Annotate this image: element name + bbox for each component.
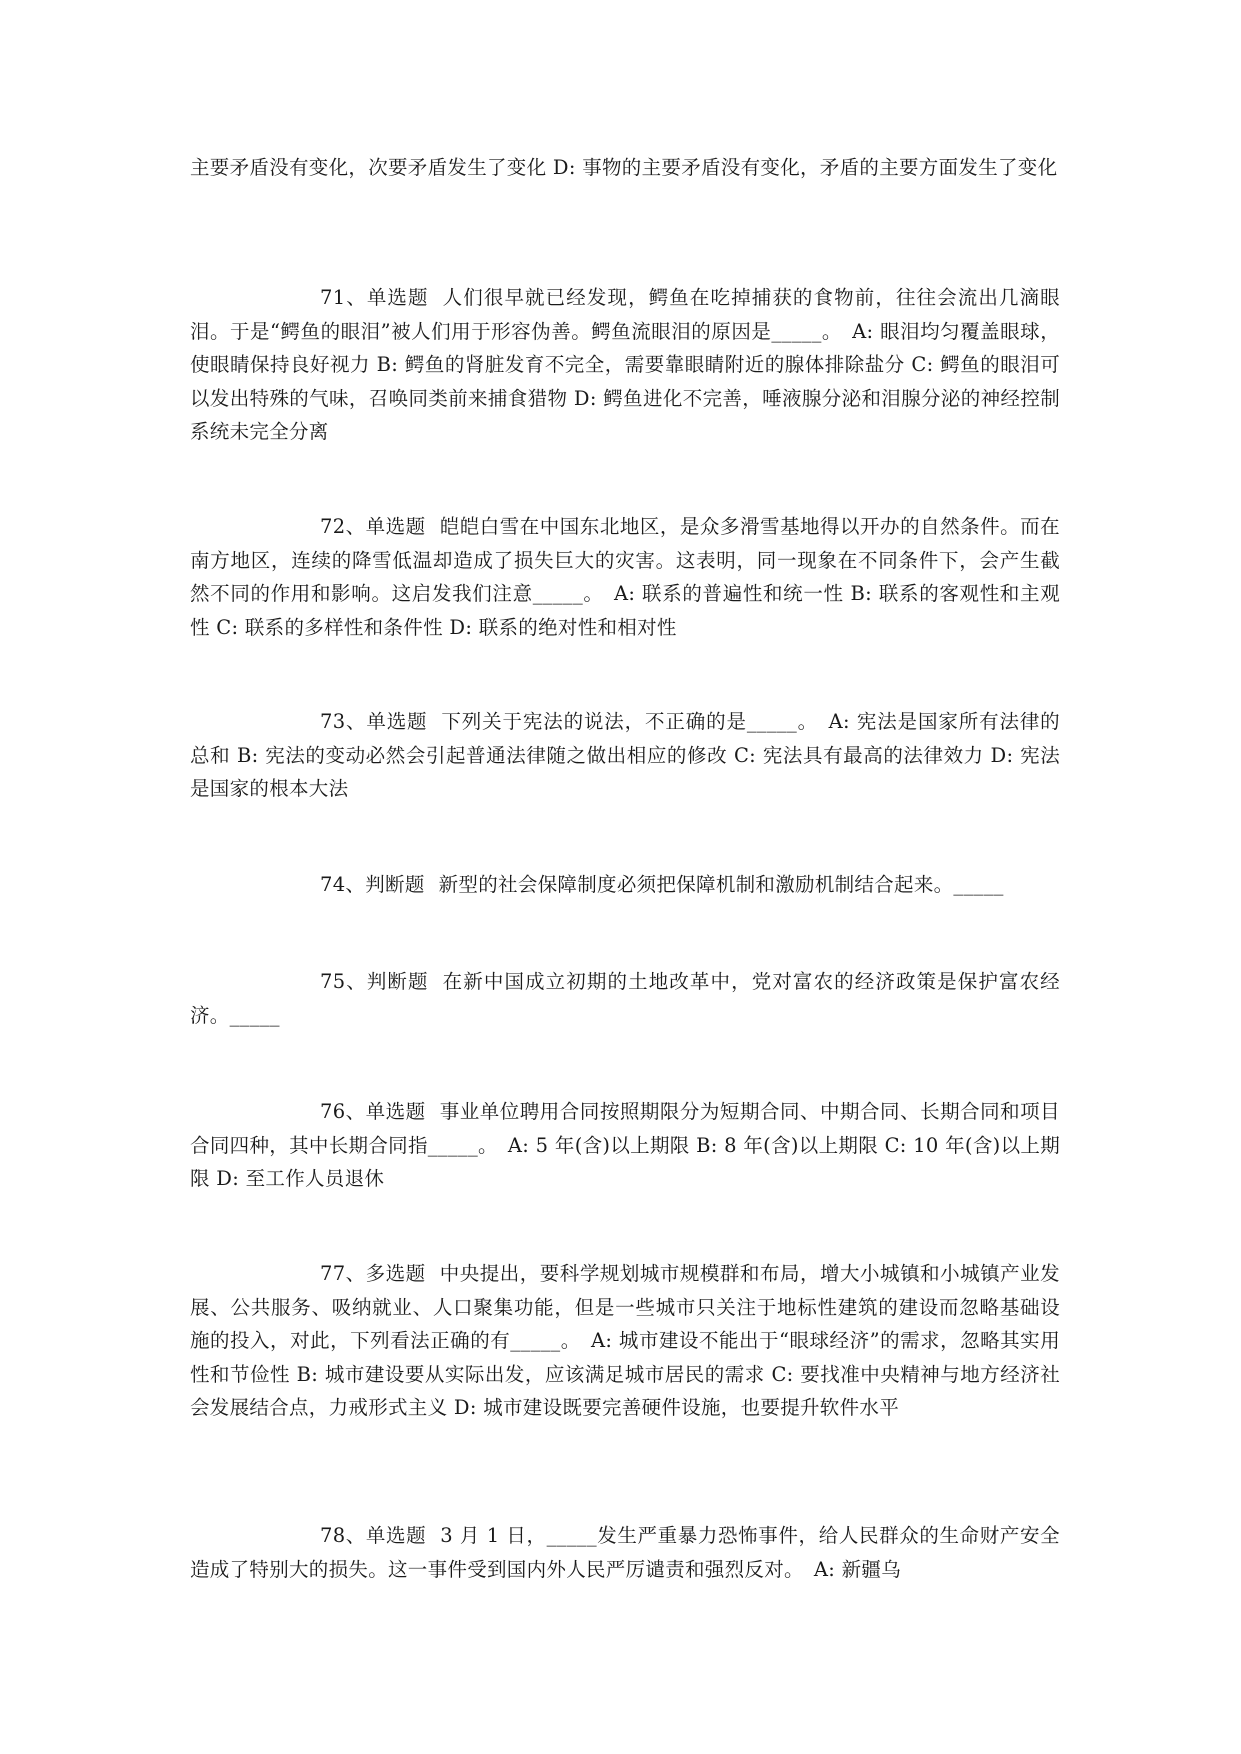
question-74 — [190, 868, 1060, 902]
question-label: 74、判断题 — [320, 873, 425, 896]
question-text: 中央提出，要科学规划城市规模群和布局，增大小城镇和小城镇产业发展、公共服务、吸纳就业、人口聚集功能，但是一些城市只关注于地标性建筑的建设而忽略基础设施的投入，对此，下列看法正确的有_____。 A: 城市建设不能出于“眼球经济”的需求，忽略其实用性和节俭性 B: 城市建设要从实际出发，应该满足城市居民的需求 C: 要找准中央精神与地方经济社会发展结合点，力戒形式主义 D: 城市建设既要完善硬件设施，也要提升软件水平 — [190, 1262, 1060, 1419]
question-label: 76、单选题 — [320, 1100, 426, 1123]
question-text: 事业单位聘用合同按照期限分为短期合同、中期合同、长期合同和项目合同四种，其中长期合同指_____。 A: 5 年(含)以上期限 B: 8 年(含)以上期限 C: 10 年(含)以上期限 D: 至工作人员退休 — [190, 1100, 1060, 1190]
question-text: 皑皑白雪在中国东北地区，是众多滑雪基地得以开办的自然条件。而在南方地区，连续的降雪低温却造成了损失巨大的灾害。这表明，同一现象在不同条件下，会产生截然不同的作用和影响。这启发我们注意_____。 A: 联系的普遍性和统一性 B: 联系的客观性和主观性 C: 联系的多样性和条件性 D: 联系的绝对性和相对性 — [190, 515, 1060, 639]
question-77 — [190, 1257, 1060, 1425]
question-label: 71、单选题 — [320, 286, 429, 309]
question-text: 人们很早就已经发现，鳄鱼在吃掉捕获的食物前，往往会流出几滴眼泪。于是“鳄鱼的眼泪”被人们用于形容伪善。鳄鱼流眼泪的原因是_____。 A: 眼泪均匀覆盖眼球，使眼睛保持良好视力 B: 鳄鱼的肾脏发育不完全，需要靠眼睛附近的腺体排除盐分 C: 鳄鱼的眼泪可以发出特殊的气味，召唤同类前来捕食猎物 D: 鳄鱼进化不完善，唾液腺分泌和泪腺分泌的神经控制系统未完全分离 — [190, 286, 1060, 443]
question-label: 77、多选题 — [320, 1262, 426, 1285]
question-75 — [190, 965, 1060, 1032]
question-78 — [190, 1519, 1060, 1586]
question-label: 73、单选题 — [320, 710, 428, 733]
question-76 — [190, 1095, 1060, 1196]
question-71 — [190, 281, 1060, 449]
continuation-text: 主要矛盾没有变化，次要矛盾发生了变化 D: 事物的主要矛盾没有变化，矛盾的主要方面发生了变化 — [190, 156, 1058, 179]
question-text: 在新中国成立初期的土地改革中，党对富农的经济政策是保护富农经济。_____ — [190, 970, 1060, 1027]
question-label: 72、单选题 — [320, 515, 426, 538]
question-72 — [190, 510, 1060, 644]
question-text: 3 月 1 日，_____发生严重暴力恐怖事件，给人民群众的生命财产安全造成了特别大的损失。这一事件受到国内外人民严厉谴责和强烈反对。 A: 新疆乌 — [190, 1524, 1060, 1581]
question-label: 75、判断题 — [320, 970, 429, 993]
question-text: 新型的社会保障制度必须把保障机制和激励机制结合起来。_____ — [438, 873, 1004, 896]
continuation-paragraph — [190, 151, 1060, 185]
question-text: 下列关于宪法的说法，不正确的是_____。 A: 宪法是国家所有法律的总和 B: 宪法的变动必然会引起普通法律随之做出相应的修改 C: 宪法具有最高的法律效力 D: 宪法是国家的根本大法 — [190, 710, 1060, 800]
question-73 — [190, 705, 1060, 806]
question-label: 78、单选题 — [320, 1524, 427, 1547]
